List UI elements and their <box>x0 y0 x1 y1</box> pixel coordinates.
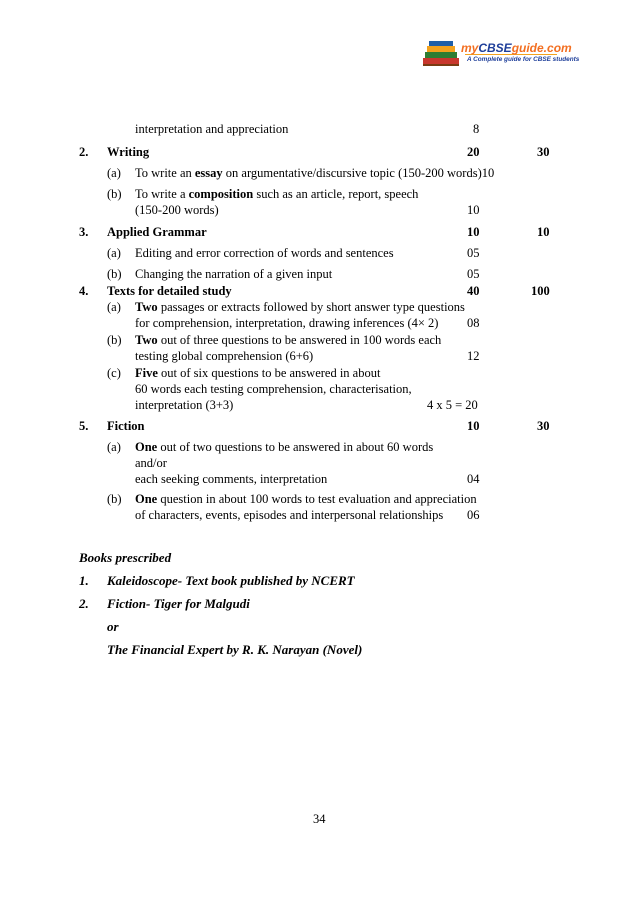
item-marks: 05 <box>467 246 480 260</box>
item-label: (b) <box>107 492 122 506</box>
item-text-line2: testing global comprehension (6+6) <box>135 349 314 363</box>
item-marks: 04 <box>467 472 480 486</box>
item-text-line2: (150-200 words) <box>135 203 219 217</box>
item-label: (a) <box>107 440 121 454</box>
book-alt-title: The Financial Expert by R. K. Narayan (Novel) <box>107 642 363 657</box>
page-number: 34 <box>313 812 326 826</box>
section-number: 2. <box>79 145 89 159</box>
section-number: 4. <box>79 284 89 298</box>
book-title: Kaleidoscope- Text book published by NCERT <box>107 573 355 588</box>
section-number: 3. <box>79 225 89 239</box>
item-text: Changing the narration of a given input <box>135 267 333 281</box>
book-number: 1. <box>79 573 89 588</box>
book-or: or <box>107 619 119 634</box>
item-text: To write a composition such as an article, report, speech <box>135 187 419 201</box>
section-marks: 20 <box>467 145 480 159</box>
item-label: (b) <box>107 187 122 201</box>
item-text-line2: and/or <box>135 456 167 470</box>
item-text: Two out of three questions to be answered in 100 words each <box>135 333 442 347</box>
mycbseguide-logo <box>421 38 580 70</box>
item-text-line3: each seeking comments, interpretation <box>135 472 328 486</box>
section-title: Applied Grammar <box>107 225 207 239</box>
item-marks: 06 <box>467 508 480 522</box>
item-label: (a) <box>107 300 121 314</box>
item-text-line3: interpretation (3+3) <box>135 398 234 412</box>
book-title: Fiction- Tiger for Malgudi <box>107 596 250 611</box>
item-marks: 12 <box>467 349 480 363</box>
section-total: 10 <box>537 225 550 239</box>
books-icon <box>421 40 463 68</box>
item-label: (c) <box>107 366 121 380</box>
item-marks: 10 <box>467 203 480 217</box>
item-text-line2: of characters, events, episodes and interpersonal relationships <box>135 508 444 522</box>
item-text: One out of two questions to be answered in about 60 words <box>135 440 434 454</box>
item-text: Editing and error correction of words and sentences <box>135 246 394 260</box>
item-text-line2: 60 words each testing comprehension, characterisation, <box>135 382 412 396</box>
item-label: (a) <box>107 166 121 180</box>
section-total: 30 <box>537 419 550 433</box>
item-label: (b) <box>107 267 122 281</box>
section-title: Writing <box>107 145 150 159</box>
item-marks: 08 <box>467 316 480 330</box>
books-heading: Books prescribed <box>79 550 172 565</box>
section-marks: 10 <box>467 225 480 239</box>
row-text: interpretation and appreciation <box>135 122 289 136</box>
section-title: Texts for detailed study <box>107 284 232 298</box>
section-total: 100 <box>531 284 550 298</box>
section-marks: 40 <box>467 284 480 298</box>
item-marks: 4 x 5 = 20 <box>427 398 478 412</box>
book-number: 2. <box>79 596 89 611</box>
item-text: Five out of six questions to be answered in about <box>135 366 381 380</box>
item-text: One question in about 100 words to test evaluation and appreciation <box>135 492 477 506</box>
item-text: To write an essay on argumentative/discursive topic (150-200 words)10 <box>135 166 495 180</box>
row-marks: 8 <box>473 122 480 136</box>
section-total: 30 <box>537 145 550 159</box>
item-marks: 05 <box>467 267 480 281</box>
item-label: (b) <box>107 333 122 347</box>
item-text: Two passages or extracts followed by short answer type questions <box>135 300 465 314</box>
section-title: Fiction <box>107 419 145 433</box>
logo-name: myCBSEguide.com <box>461 41 572 55</box>
item-text-line2: for comprehension, interpretation, drawing inferences (4× 2) <box>135 316 439 330</box>
item-label: (a) <box>107 246 121 260</box>
logo-tagline: A Complete guide for CBSE students <box>467 56 580 63</box>
section-marks: 10 <box>467 419 480 433</box>
section-number: 5. <box>79 419 89 433</box>
